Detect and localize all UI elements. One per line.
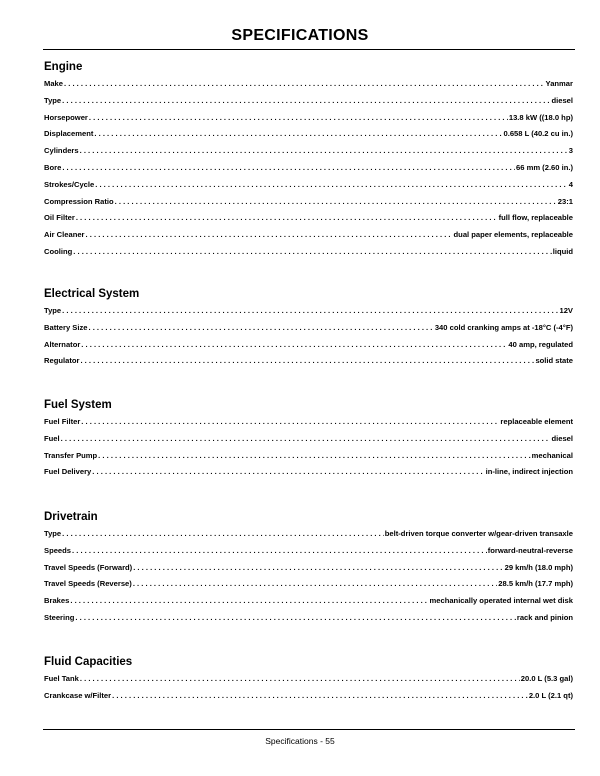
dot-leader [80, 674, 520, 683]
spec-label: Crankcase w/Filter [44, 690, 112, 700]
spec-value: 29 km/h (18.0 mph) [504, 562, 573, 572]
dot-leader [98, 451, 530, 460]
spec-value: mechanically operated internal wet disk [429, 596, 573, 606]
spec-label: Battery Size [44, 322, 88, 332]
spec-row [44, 213, 573, 230]
spec-row [44, 596, 573, 613]
spec-value: in-line, indirect injection [485, 467, 573, 477]
dot-leader [64, 79, 545, 88]
dot-leader [80, 356, 534, 365]
spec-label: Type [44, 95, 62, 105]
spec-row [44, 674, 573, 691]
spec-label: Fuel Delivery [44, 467, 92, 477]
spec-row [44, 434, 573, 451]
spec-value: diesel [551, 95, 573, 105]
spec-value: 12V [559, 306, 573, 315]
spec-value: 4 [568, 179, 573, 189]
spec-row [44, 613, 573, 630]
dot-leader [75, 613, 515, 622]
spec-value: 3 [568, 146, 573, 156]
spec-label: Cylinders [44, 146, 79, 156]
spec-section [44, 58, 573, 264]
title-divider [43, 49, 575, 50]
dot-leader [95, 180, 568, 189]
section-title: Drivetrain [44, 511, 98, 523]
spec-value: 13.8 kW ((18.0 hp) [508, 112, 573, 122]
spec-label: Horsepower [44, 112, 88, 122]
dot-leader [81, 417, 499, 426]
section-title: Fuel System [44, 399, 112, 411]
spec-label: Travel Speeds (Reverse) [44, 579, 132, 589]
spec-label: Type [44, 306, 62, 315]
spec-value: mechanical [531, 450, 573, 460]
spec-row [44, 96, 573, 113]
spec-value: forward-neutral-reverse [487, 545, 573, 555]
spec-section [44, 508, 573, 630]
dot-leader [133, 563, 503, 572]
spec-label: Regulator [44, 356, 80, 366]
dot-leader [89, 113, 508, 122]
spec-row [44, 180, 573, 197]
spec-value: 340 cold cranking amps at -18°C (-4°F) [434, 322, 573, 332]
spec-row [44, 467, 573, 484]
spec-value: solid state [535, 356, 573, 366]
spec-value: 28.5 km/h (17.7 mph) [498, 579, 573, 589]
spec-row [44, 563, 573, 580]
dot-leader [76, 213, 498, 222]
dot-leader [70, 596, 428, 605]
dot-leader [72, 546, 487, 555]
dot-leader [81, 340, 507, 349]
spec-section [44, 396, 573, 484]
dot-leader [115, 197, 557, 206]
dot-leader [112, 691, 528, 700]
dot-leader [80, 146, 568, 155]
dot-leader [73, 247, 551, 256]
spec-label: Type [44, 529, 62, 538]
dot-leader [62, 306, 558, 315]
dot-leader [88, 323, 433, 332]
spec-row [44, 356, 573, 373]
spec-value: liquid [552, 246, 573, 256]
spec-row [44, 230, 573, 247]
spec-section [44, 285, 573, 373]
spec-label: Transfer Pump [44, 450, 98, 460]
dot-leader [133, 579, 497, 588]
spec-row [44, 691, 573, 708]
spec-row [44, 579, 573, 596]
spec-value: rack and pinion [516, 612, 573, 622]
spec-row [44, 247, 573, 264]
spec-value: full flow, replaceable [498, 213, 573, 223]
spec-label: Bore [44, 162, 62, 172]
spec-label: Travel Speeds (Forward) [44, 562, 133, 572]
spec-value: dual paper elements, replaceable [453, 230, 573, 240]
spec-row [44, 546, 573, 563]
page-title: SPECIFICATIONS [231, 27, 369, 44]
spec-label: Air Cleaner [44, 230, 85, 240]
spec-label: Fuel [44, 433, 60, 443]
spec-row [44, 146, 573, 163]
spec-row [44, 197, 573, 214]
spec-label: Cooling [44, 246, 73, 256]
dot-leader [61, 434, 551, 443]
spec-label: Alternator [44, 339, 81, 349]
spec-label: Compression Ratio [44, 196, 114, 206]
spec-row [44, 306, 573, 323]
spec-label: Make [44, 79, 63, 88]
dot-leader [62, 163, 515, 172]
spec-value: 20.0 L (5.3 gal) [520, 674, 573, 683]
spec-value: 0.658 L (40.2 cu in.) [503, 129, 573, 139]
spec-value: diesel [551, 433, 573, 443]
spec-row [44, 529, 573, 546]
dot-leader [94, 129, 502, 138]
dot-leader [92, 467, 484, 476]
spec-row [44, 129, 573, 146]
spec-label: Strokes/Cycle [44, 179, 95, 189]
spec-value: replaceable element [500, 417, 573, 426]
page-footer: Specifications - 55 [265, 736, 335, 746]
spec-label: Fuel Tank [44, 674, 79, 683]
spec-row [44, 323, 573, 340]
spec-row [44, 340, 573, 357]
spec-value: Yanmar [545, 79, 573, 88]
spec-row [44, 113, 573, 130]
spec-value: 23:1 [557, 196, 573, 206]
dot-leader [62, 529, 384, 538]
spec-value: belt-driven torque converter w/gear-driven transaxle [384, 529, 573, 538]
spec-label: Speeds [44, 545, 72, 555]
spec-row [44, 417, 573, 434]
footer-divider [43, 729, 575, 730]
spec-section [44, 653, 573, 708]
spec-value: 66 mm (2.60 in.) [516, 162, 573, 172]
section-title: Engine [44, 61, 83, 73]
dot-leader [62, 96, 550, 105]
spec-label: Oil Filter [44, 213, 75, 223]
section-title: Electrical System [44, 288, 140, 300]
spec-row [44, 79, 573, 96]
dot-leader [86, 230, 453, 239]
spec-label: Brakes [44, 596, 70, 606]
spec-label: Displacement [44, 129, 94, 139]
spec-label: Steering [44, 612, 75, 622]
section-title: Fluid Capacities [44, 656, 133, 668]
spec-value: 40 amp, regulated [508, 339, 573, 349]
spec-row [44, 163, 573, 180]
spec-row [44, 451, 573, 468]
spec-label: Fuel Filter [44, 417, 81, 426]
spec-value: 2.0 L (2.1 qt) [528, 690, 573, 700]
